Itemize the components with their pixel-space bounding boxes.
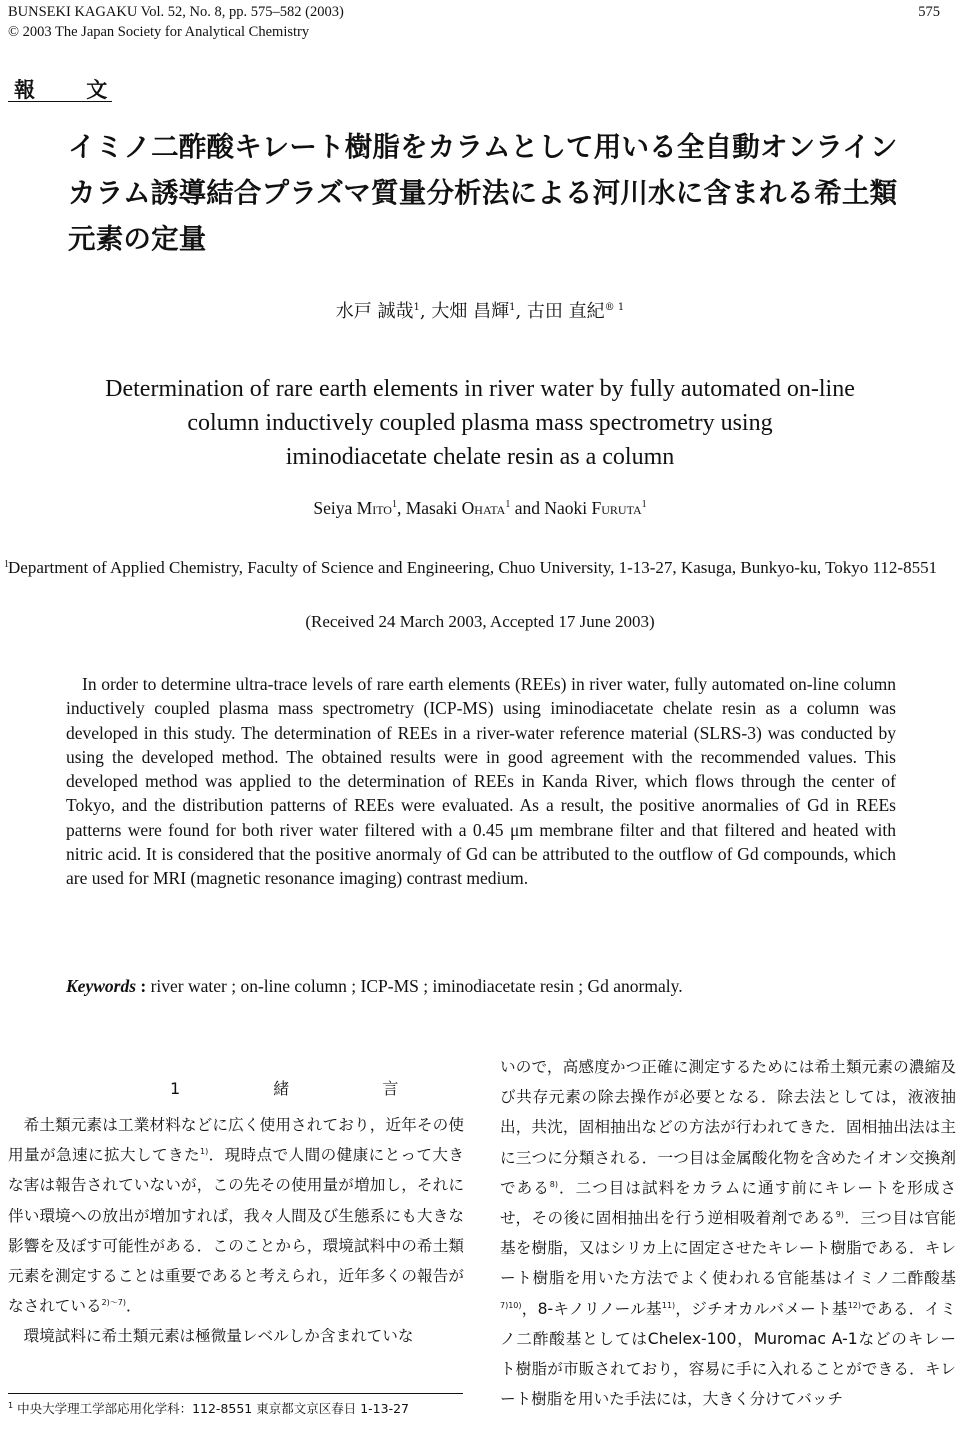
author-jp-3-affil: ® 1 (604, 302, 625, 313)
footnote-number: 1 (8, 1401, 14, 1410)
citation-ref: 11) (661, 1300, 676, 1310)
affiliation-number: 1 (4, 559, 9, 570)
body-text: ．二つ目は試料をカラムに通す前にキレートを形成させ，その後に固相抽出を行う逆相吸着剤である (500, 1178, 956, 1228)
page-number: 575 (918, 4, 940, 20)
author-separator: , (515, 301, 527, 322)
english-title-line-2: column inductively coupled plasma mass spectrometry using (187, 410, 773, 436)
japanese-title-line-3: 元素の定量 (68, 223, 207, 255)
body-text: 希土類元素は工業材料などに広く使用されており，近年その使用量が急速に拡大してきた (8, 1116, 464, 1165)
author-en-2-given: Masaki (405, 498, 462, 518)
citation-ref: 2)〜7) (101, 1298, 126, 1308)
japanese-title-line-1: イミノ二酢酸キレート樹脂をカラムとして用いる全自動オンライン (68, 131, 898, 163)
introduction-heading: 1 緒 言 (170, 1079, 443, 1098)
english-authors (0, 498, 960, 519)
author-separator: , (396, 498, 406, 518)
body-left-column (8, 1110, 464, 1352)
body-text: ，ジチオカルバメート基 (675, 1299, 848, 1318)
author-jp-2-affil: 1 (509, 302, 516, 313)
author-separator: , (419, 301, 432, 322)
section-label: 報 文 (14, 78, 130, 102)
footnote-rule (8, 1393, 463, 1394)
author-conjunction: and (510, 498, 545, 518)
citation-ref: 12) (847, 1300, 861, 1310)
japanese-authors (0, 297, 960, 323)
body-paragraph: 環境試料に希土類元素は極微量レベルしか含まれていな (23, 1327, 414, 1346)
author-en-1-affil: 1 (391, 499, 397, 511)
author-en-2-family: Ohata (461, 498, 506, 518)
abstract: In order to determine ultra-trace levels of rare earth elements (REEs) in river water, fully automated on-line column inductively coupled plasma mass spectrometry (ICP-MS) using iminodiacetate chelate resin as a column was developed in this study. The determination of REEs in a river-water reference material (SLRS-3) was conducted by using the developed method. The obtained results were in good agreement with the recommended values. This developed method was applied to the determination of REEs in Kanda River, which flows through the center of Tokyo, and the distribution patterns of REEs were evaluated. As a result, the positive anormalies of Gd in REEs patterns were found for both river water filtered with a 0.45 μm membrane filter and that filtered and heated with nitric acid. It is considered that the positive anormaly of Gd can be attributed to the outflow of Gd compounds, which are used for MRI (magnetic resonance imaging) contrast medium. (66, 674, 896, 889)
author-en-3-affil: 1 (641, 499, 647, 511)
author-en-3-given: Naoki (544, 498, 592, 518)
body-text: ，8-キノリノール基 (521, 1299, 662, 1318)
japanese-title-line-2: カラム誘導結合プラズマ質量分析法による河川水に含まれる希土類 (68, 177, 898, 209)
author-en-3-family: Furuta (591, 498, 642, 518)
body-paragraph (500, 1052, 956, 1414)
author-en-2-affil: 1 (505, 499, 511, 511)
keywords-text: river water ; on-line column ; ICP-MS ; iminodiacetate resin ; Gd anormaly. (150, 976, 683, 996)
body-text: ． (126, 1297, 142, 1316)
author-jp-2: 大畑 昌輝 (431, 301, 510, 322)
body-text: である．イミノ二酢酸基としてはChelex-100，Muromac A-1などのキレート樹脂が市販されており，容易に手に入れることができる．キレート樹脂を用いた手法には，大きく分けてバッチ (500, 1299, 956, 1409)
footnote-text: 中央大学理工学部応用化学科：112‐8551 東京都文京区春日 1‐13‐27 (13, 1401, 409, 1417)
keywords (66, 976, 683, 997)
english-title-line-1: Determination of rare earth elements in river water by fully automated on-line (105, 376, 855, 402)
keywords-colon: : (136, 976, 151, 996)
citation-ref: 1) (200, 1147, 209, 1157)
affiliation-text: Department of Applied Chemistry, Faculty of Science and Engineering, Chuo University, 1‐13‐27, Kasuga, Bunkyo-ku, Tokyo 112‐8551 (8, 558, 938, 577)
body-text: ．現時点で人間の健康にとって大きな害は報告されていないが，この先その使用量が増加し，それに伴い環境への放出が増加すれば，我々人間及び生態系にも大きな影響を及ぼす可能性がある．このことから，環境試料中の希土類元素を測定することは重要であると考えられ，近年多くの報告がなされている (8, 1146, 464, 1316)
citation-ref: 7)10) (500, 1300, 522, 1310)
author-jp-3: 古田 直紀 (526, 301, 605, 322)
footnote (8, 1396, 464, 1418)
citation-ref: 8) (549, 1179, 559, 1189)
journal-citation: BUNSEKI KAGAKU Vol. 52, No. 8, pp. 575–582 (2003) (8, 4, 344, 20)
received-dates: (Received 24 March 2003, Accepted 17 June 2003) (305, 612, 655, 631)
author-jp-1: 水戸 誠哉 (335, 301, 414, 322)
body-text: いので，高感度かつ正確に測定するためには希土類元素の濃縮及び共存元素の除去操作が必要となる．除去法としては，液液抽出，共沈，固相抽出などの方法が行われてきた．固相抽出法は主に三つに分類される．一つ目は金属酸化物を含めたイオン交換剤である (500, 1058, 956, 1197)
body-text: ．三つ目は官能基を樹脂，又はシリカ上に固定させたキレート樹脂である．キレート樹脂を用いた方法でよく使われる官能基はイミノ二酢酸基 (500, 1209, 956, 1288)
affiliation (4, 555, 956, 580)
citation-ref: 9) (835, 1209, 844, 1219)
english-title-line-3: iminodiacetate chelate resin as a column (285, 444, 675, 470)
author-jp-1-affil: 1 (413, 302, 420, 313)
section-rule (8, 101, 112, 102)
copyright-notice: © 2003 The Japan Society for Analytical Chemistry (8, 24, 310, 40)
keywords-label: Keywords (66, 976, 136, 996)
body-right-column (500, 1052, 956, 1414)
author-en-1-given: Seiya (313, 498, 357, 518)
body-paragraph (8, 1110, 464, 1321)
author-en-1-family: Mito (356, 498, 392, 518)
